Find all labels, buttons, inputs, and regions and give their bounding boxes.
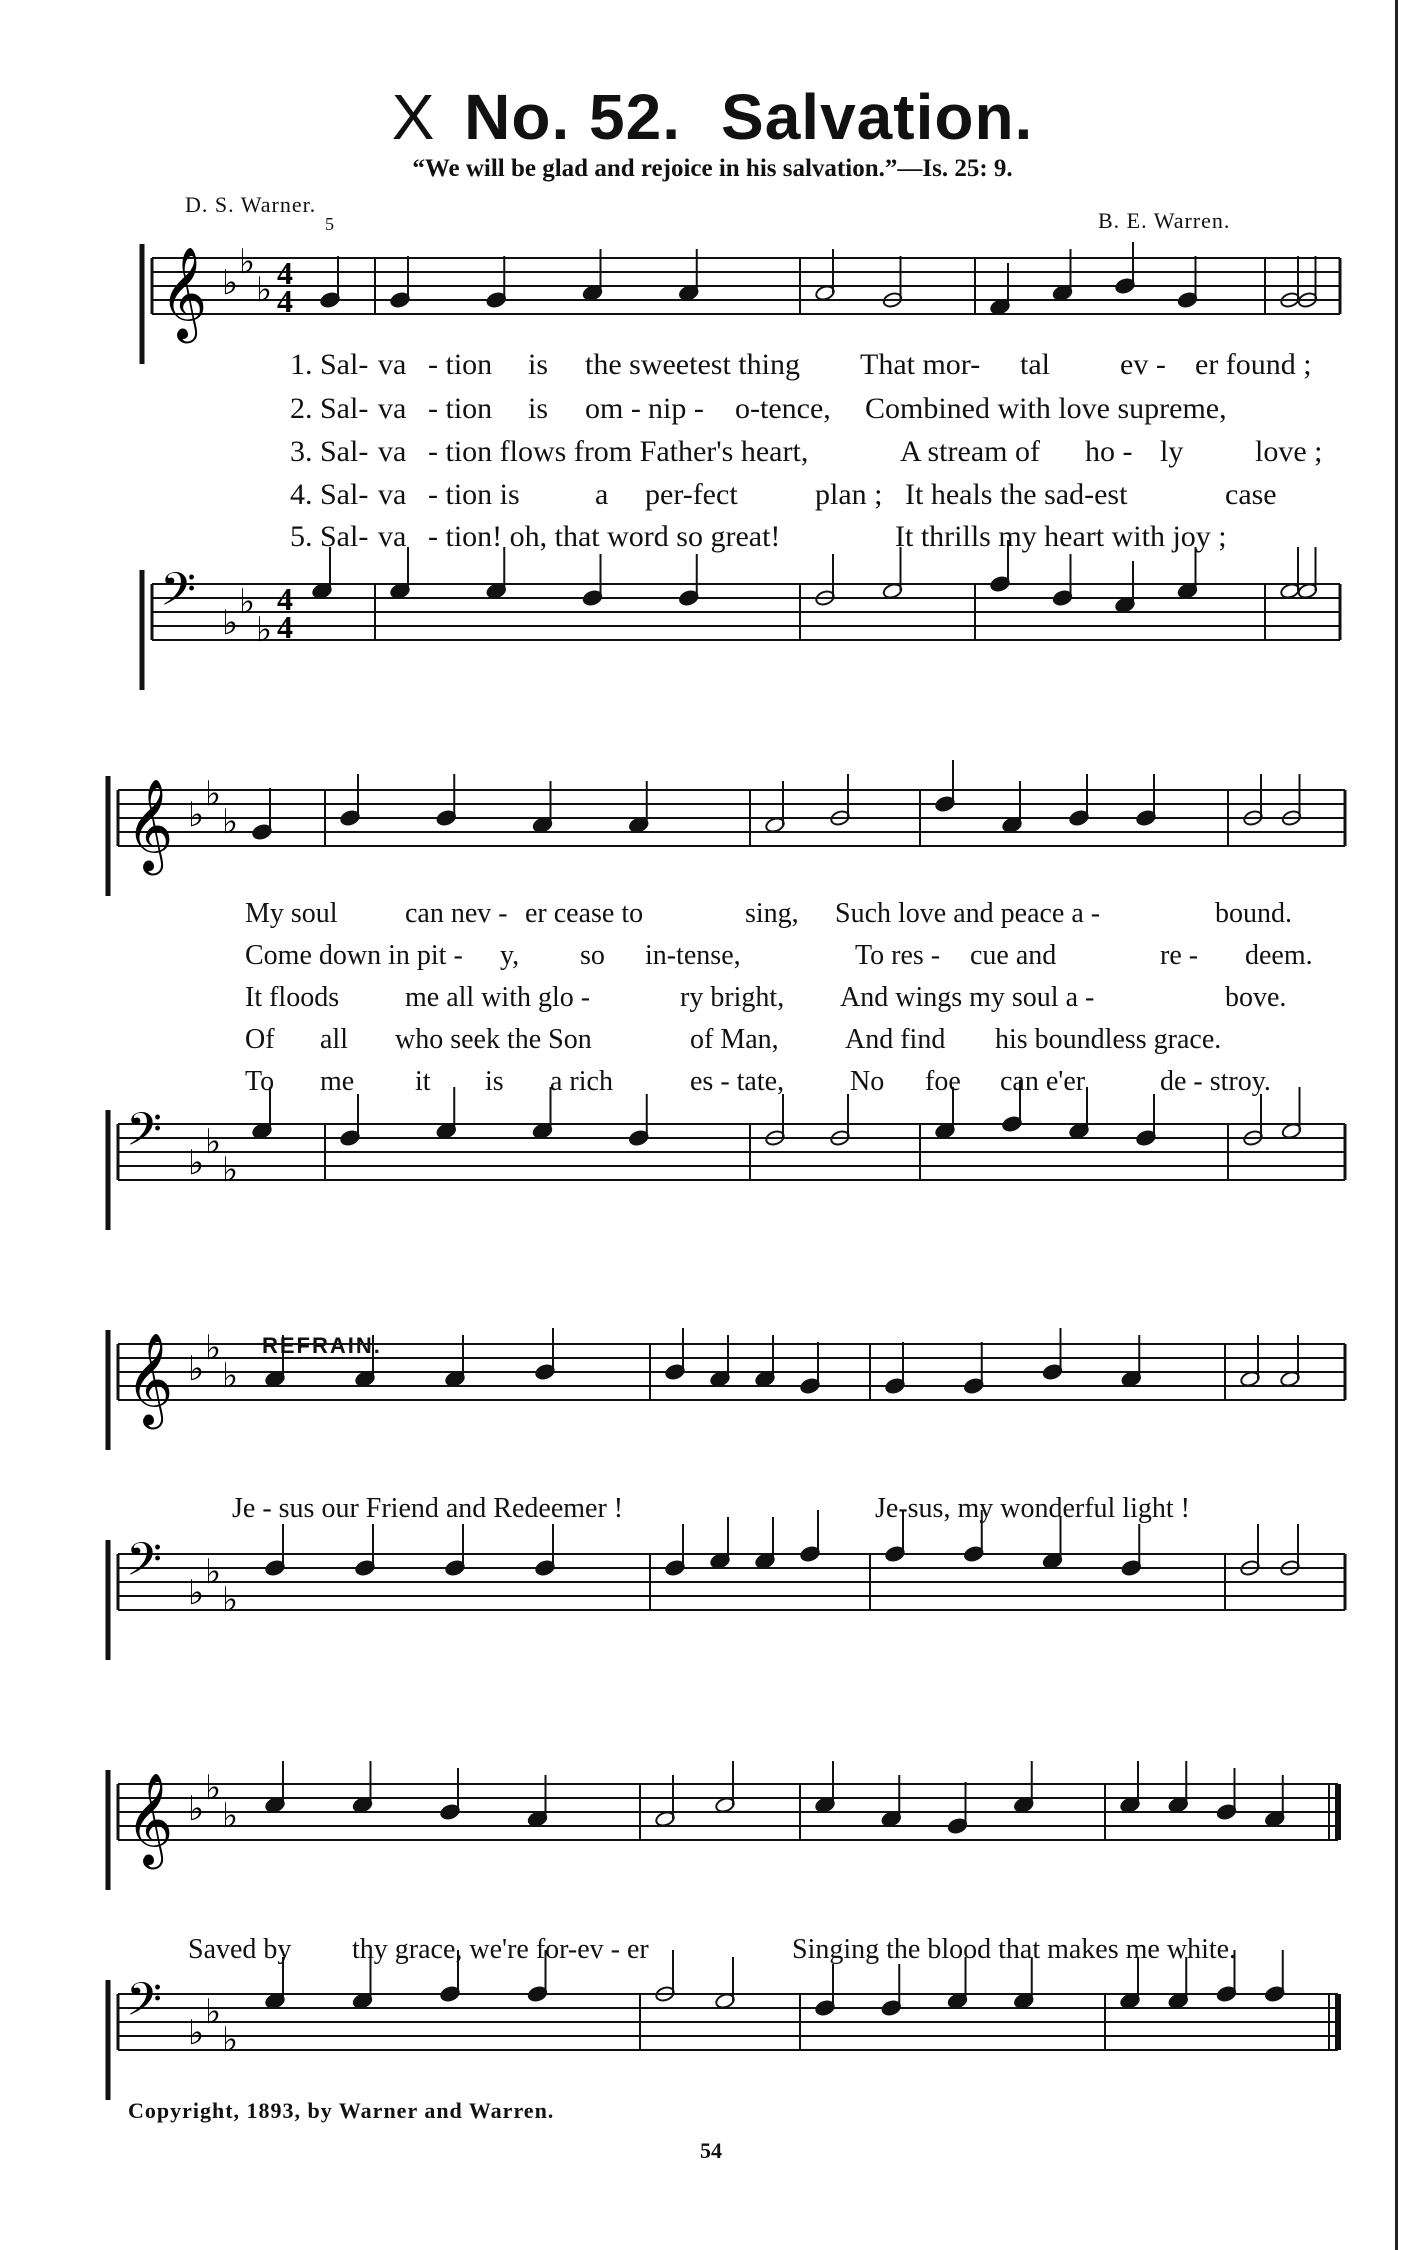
refrain-line-2 <box>0 1934 1425 1972</box>
syllable: cue and <box>970 940 1057 971</box>
syllable: his boundless grace. <box>995 1024 1222 1055</box>
syllable: That mor- <box>860 348 981 381</box>
time-signature-digit: 4 <box>277 581 293 617</box>
flat-icon: ♭ <box>205 1122 222 1162</box>
syllable: It heals the sad-est <box>905 478 1128 511</box>
syllable: case <box>1225 478 1277 511</box>
syllable: No <box>850 1066 885 1097</box>
treble-clef-icon: 𝄞 <box>126 1772 174 1865</box>
syllable: can nev - <box>405 898 508 929</box>
flat-icon: ♭ <box>205 1328 222 1368</box>
syllable: can e'er <box>1000 1066 1086 1097</box>
verse-2-line-1 <box>0 392 1425 430</box>
verse-3-line-2 <box>0 982 1425 1020</box>
syllable: in-tense, <box>645 940 741 971</box>
system-2-bass-staff <box>0 1103 1425 1240</box>
syllable: is <box>528 392 549 425</box>
hymn-number: No. 52. <box>464 81 681 153</box>
flat-icon: ♭ <box>222 1150 239 1190</box>
syllable: ry bright, <box>680 982 785 1013</box>
syllable: 3. Sal- <box>290 435 369 468</box>
syllable: a <box>595 478 609 511</box>
treble-clef-icon: 𝄞 <box>160 246 208 339</box>
syllable: ly <box>1160 435 1184 468</box>
syllable: es - tate, <box>690 1066 785 1097</box>
syllable: - tion! oh, that word so great! <box>428 520 781 553</box>
flat-icon: ♭ <box>188 2013 205 2053</box>
syllable: it <box>415 1066 431 1097</box>
refrain-line-1 <box>0 1493 1425 1531</box>
syllable: er cease to <box>525 898 644 929</box>
verse-2-line-2 <box>0 940 1425 978</box>
flat-icon: ♭ <box>188 795 205 835</box>
syllable: To res - <box>855 940 941 971</box>
syllable: To <box>245 1066 275 1097</box>
syllable: 2. Sal- <box>290 392 369 425</box>
bass-clef-icon: 𝄢 <box>160 563 197 628</box>
flat-icon: ♭ <box>188 1789 205 1829</box>
syllable: tal <box>1020 348 1050 381</box>
scripture-quote: “We will be glad and rejoice in his salvation.”—Is. 25: 9. <box>412 155 1013 182</box>
syllable: all <box>320 1024 348 1055</box>
time-signature-digit: 4 <box>277 609 293 645</box>
flat-icon: ♭ <box>222 1796 239 1836</box>
system-3-bass-staff <box>0 1533 1425 1670</box>
flat-icon: ♭ <box>239 242 256 282</box>
verse-5-line-1 <box>0 520 1425 558</box>
time-signature-digit: 4 <box>277 255 293 291</box>
copyright-notice: Copyright, 1893, by Warner and Warren. <box>128 2098 555 2123</box>
flat-icon: ♭ <box>188 1143 205 1183</box>
syllable: deem. <box>1245 940 1313 971</box>
syllable: a rich <box>550 1066 613 1097</box>
handwritten-mark: X <box>391 81 436 153</box>
syllable: And wings my soul a - <box>840 982 1095 1013</box>
system-1-treble-staff <box>0 244 1425 364</box>
syllable: va <box>378 435 407 468</box>
syllable: va <box>378 520 407 553</box>
syllable: de - stroy. <box>1160 1066 1271 1097</box>
treble-clef-icon: 𝄞 <box>126 1332 174 1425</box>
syllable: the sweetest thing <box>585 348 800 381</box>
syllable: - tion <box>428 392 493 425</box>
system-2-treble-staff <box>0 776 1425 896</box>
syllable: is <box>528 348 549 381</box>
syllable: - tion flows from Father's heart, <box>428 435 809 468</box>
syllable: Saved by <box>188 1934 292 1965</box>
lyricist-name: D. S. Warner. <box>185 192 317 217</box>
syllable: It floods <box>245 982 340 1013</box>
composer-credit: B. E. Warren. <box>1098 208 1231 233</box>
flat-icon: ♭ <box>256 270 273 310</box>
syllable: Combined with love supreme, <box>865 392 1227 425</box>
syllable: Je-sus, my wonderful light ! <box>875 1493 1190 1524</box>
syllable: Of <box>245 1024 275 1055</box>
syllable: love ; <box>1255 435 1323 468</box>
syllable: - tion <box>428 348 493 381</box>
syllable: foe <box>925 1066 961 1097</box>
syllable: re - <box>1160 940 1199 971</box>
treble-clef-icon: 𝄞 <box>126 778 174 871</box>
syllable: bove. <box>1225 982 1287 1013</box>
syllable: 5. Sal- <box>290 520 369 553</box>
syllable: plan ; <box>815 478 883 511</box>
verse-4-line-1 <box>0 478 1425 516</box>
syllable: - tion is <box>428 478 520 511</box>
flat-icon: ♭ <box>188 1349 205 1389</box>
syllable: Singing the blood that makes me white. <box>792 1934 1237 1965</box>
syllable: who seek the Son <box>395 1024 592 1055</box>
lyricist-credit <box>185 192 335 235</box>
syllable: va <box>378 348 407 381</box>
flat-icon: ♭ <box>222 1356 239 1396</box>
syllable: om - <box>585 392 641 425</box>
time-signature-digit: 4 <box>277 283 293 319</box>
verse-3-line-1 <box>0 435 1425 473</box>
syllable: Such love and peace a - <box>835 898 1101 929</box>
system-1-bass-staff <box>0 563 1425 700</box>
bass-clef-icon: 𝄢 <box>126 1973 163 2038</box>
syllable: is <box>485 1066 504 1097</box>
syllable: me <box>320 1066 355 1097</box>
flat-icon: ♭ <box>205 1552 222 1592</box>
syllable: ho - <box>1085 435 1133 468</box>
syllable: 1. Sal- <box>290 348 369 381</box>
verse-5-line-2 <box>0 1066 1425 1104</box>
syllable: Come down in pit - <box>245 940 463 971</box>
syllable: thy grace, we're for-ev - er <box>352 1934 649 1965</box>
system-4-treble-staff <box>0 1770 1425 1890</box>
hymn-title <box>0 80 1425 154</box>
bass-clef-icon: 𝄢 <box>126 1533 163 1598</box>
syllable: y, <box>500 940 520 971</box>
system-3-treble-staff <box>0 1330 1425 1450</box>
flat-icon: ♭ <box>239 582 256 622</box>
page-number: 54 <box>700 2138 722 2163</box>
flat-icon: ♭ <box>222 1580 239 1620</box>
flat-icon: ♭ <box>205 774 222 814</box>
syllable: of Man, <box>690 1024 779 1055</box>
syllable: A stream of <box>900 435 1040 468</box>
syllable: per-fect <box>645 478 738 511</box>
syllable: bound. <box>1215 898 1292 929</box>
syllable: er found ; <box>1195 348 1312 381</box>
syllable: o-tence, <box>735 392 831 425</box>
bass-clef-icon: 𝄢 <box>126 1103 163 1168</box>
syllable: va <box>378 478 407 511</box>
verse-1-line-1 <box>0 348 1425 386</box>
syllable: My soul <box>245 898 338 929</box>
flat-icon: ♭ <box>205 1992 222 2032</box>
system-4-bass-staff <box>0 1973 1425 2110</box>
flat-icon: ♭ <box>256 610 273 650</box>
syllable: 4. Sal- <box>290 478 369 511</box>
syllable: va <box>378 392 407 425</box>
syllable: sing, <box>745 898 799 929</box>
measure-number: 5 <box>325 214 335 234</box>
syllable: ev - <box>1120 348 1166 381</box>
syllable: so <box>580 940 605 971</box>
syllable: Je - sus our Friend and Redeemer ! <box>232 1493 624 1524</box>
hymn-name: Salvation. <box>721 81 1034 153</box>
verse-1-line-2 <box>0 898 1425 936</box>
syllable: It thrills my heart with joy ; <box>895 520 1227 553</box>
flat-icon: ♭ <box>222 802 239 842</box>
flat-icon: ♭ <box>188 1573 205 1613</box>
syllable: nip - <box>648 392 704 425</box>
flat-icon: ♭ <box>222 2020 239 2060</box>
syllable: And find <box>845 1024 946 1055</box>
refrain-label: REFRAIN. <box>262 1333 382 1358</box>
flat-icon: ♭ <box>222 603 239 643</box>
syllable: me all with glo - <box>405 982 591 1013</box>
flat-icon: ♭ <box>222 263 239 303</box>
flat-icon: ♭ <box>205 1768 222 1808</box>
verse-4-line-2 <box>0 1024 1425 1062</box>
